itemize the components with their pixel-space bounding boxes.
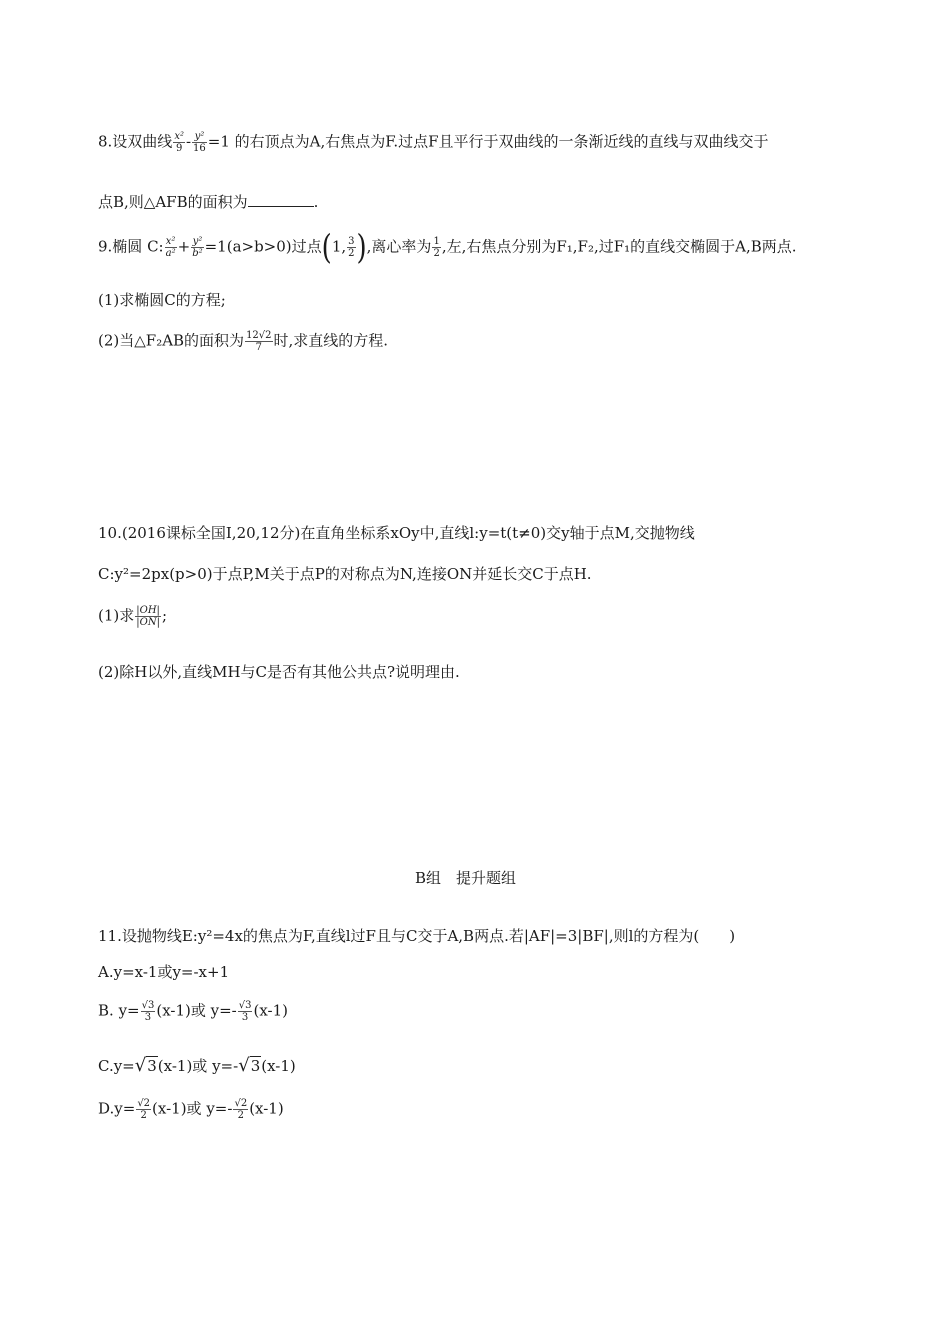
q8-end: . — [313, 193, 319, 211]
q9-prefix: 9.椭圆 C: — [98, 237, 164, 256]
q9-cond: =1(a>b>0)过点 — [204, 237, 322, 256]
q11-optb-mid: (x-1)或 y=- — [156, 1001, 237, 1020]
q9-area-num: 12√2 — [246, 330, 272, 341]
q9-pt-den: 2 — [348, 248, 355, 259]
q11-optc-sqrt2: √3 — [238, 1055, 261, 1076]
q9-f2-num: y² — [192, 236, 203, 247]
q9-left-paren: ( — [321, 228, 332, 267]
q9-point-x: 1, — [331, 237, 347, 256]
q10-part1-suffix: ; — [161, 606, 167, 625]
q11-optc-prefix: C.y= — [98, 1057, 135, 1075]
q11-optb-frac2 — [238, 1000, 253, 1023]
q9-rest: ,左,右焦点分别为F₁,F₂,过F₁的直线交椭圆于A,B两点. — [441, 237, 797, 256]
q11-optb-tail: (x-1) — [253, 1001, 288, 1020]
answer-blank[interactable] — [248, 192, 314, 207]
q10-ratio-den: |ON| — [136, 617, 160, 628]
q11-option-d[interactable] — [98, 1098, 284, 1121]
q9-ecc-frac — [432, 236, 440, 259]
q11-optd-num2: √2 — [234, 1098, 248, 1109]
q10-line2: C:y²=2px(p>0)于点P,M关于点P的对称点为N,连接ON并延长交C于点H. — [98, 565, 592, 583]
q9-ecc-num: 1 — [433, 236, 440, 247]
q11-option-b[interactable] — [98, 1000, 288, 1023]
q9-right-paren: ) — [356, 228, 367, 267]
q10-part1-prefix: (1)求 — [98, 606, 135, 625]
q8-frac-y — [192, 131, 207, 154]
q8-frac-x — [173, 131, 185, 154]
q11-optd-num1: √2 — [137, 1098, 151, 1109]
q8-frac2-den: 16 — [193, 143, 206, 154]
q9-part1: (1)求椭圆C的方程; — [98, 291, 226, 309]
q11-stem: 11.设抛物线E:y²=4x的焦点为F,直线l过F且与C交于A,B两点.若|AF|=3|BF|,则l的方程为( ) — [98, 927, 736, 945]
q10-part1 — [98, 605, 167, 628]
q11-optc-tail: (x-1) — [261, 1057, 296, 1075]
q11-optc-sqrt1: √3 — [134, 1055, 157, 1076]
q9-frac-y — [191, 236, 203, 259]
q9-line1 — [98, 228, 797, 267]
q11-optd-frac2 — [233, 1098, 248, 1121]
q9-area-den: 7 — [255, 342, 262, 353]
q11-optd-den1: 2 — [140, 1110, 147, 1121]
q8-frac1-den: 9 — [175, 143, 183, 154]
q11-optb-frac1 — [141, 1000, 156, 1023]
q8-line2-text: 点B,则△AFB的面积为 — [98, 193, 248, 211]
q8-line2 — [98, 192, 318, 212]
q9-ecc-den: 2 — [433, 248, 440, 259]
q8-line1 — [98, 131, 769, 154]
q11-optd-frac1 — [136, 1098, 151, 1121]
q11-optb-den2: 3 — [241, 1012, 249, 1023]
q10-line1: 10.(2016课标全国Ⅰ,20,12分)在直角坐标系xOy中,直线l:y=t(t≠0)交y轴于点M,交抛物线 — [98, 524, 695, 542]
q9-f1-den: a² — [165, 248, 176, 259]
q9-area-frac — [245, 330, 272, 353]
q9-part2-prefix: (2)当△F₂AB的面积为 — [98, 331, 245, 350]
section-title: B组 提升题组 — [415, 869, 517, 887]
q8-prefix: 8.设双曲线 — [98, 132, 173, 151]
q9-part2-suffix: 时,求直线的方程. — [273, 331, 389, 350]
q9-f2-den: b² — [192, 248, 203, 259]
q11-optb-label: B. — [98, 1001, 114, 1020]
q9-part2 — [98, 330, 388, 353]
q9-ecc-text: ,离心率为 — [366, 237, 432, 256]
q11-option-a[interactable]: A.y=x-1或y=-x+1 — [98, 963, 230, 981]
q11-optd-tail: (x-1) — [249, 1099, 284, 1118]
q9-pt-num: 3 — [348, 236, 355, 247]
q11-optb-y1: y= — [113, 1001, 140, 1020]
q11-optc-mid: (x-1)或 y=- — [157, 1057, 239, 1075]
q11-optb-num1: √3 — [141, 1000, 155, 1011]
q9-plus: + — [177, 237, 191, 256]
q11-optd-den2: 2 — [237, 1110, 244, 1121]
q11-optb-den1: 3 — [144, 1012, 152, 1023]
q8-frac1-num: x² — [174, 131, 184, 142]
q11-optc-rad1: 3 — [147, 1057, 157, 1075]
q10-part2: (2)除H以外,直线MH与C是否有其他公共点?说明理由. — [98, 663, 460, 681]
q8-minus: - — [185, 132, 192, 151]
q11-optd-mid: (x-1)或 y=- — [152, 1099, 233, 1118]
q9-frac-x — [165, 236, 177, 259]
q9-point-frac — [347, 236, 355, 259]
q11-optc-rad2: 3 — [250, 1057, 261, 1075]
q11-option-c[interactable] — [98, 1056, 296, 1076]
q9-f1-num: x² — [165, 236, 176, 247]
q8-mid: =1 的右顶点为A,右焦点为F.过点F且平行于双曲线的一条渐近线的直线与双曲线交于 — [207, 132, 769, 151]
q10-ratio-frac — [135, 605, 161, 628]
q10-ratio-num: |OH| — [136, 605, 160, 616]
q8-frac2-num: y² — [194, 131, 205, 142]
q11-optd-prefix: D.y= — [98, 1099, 136, 1118]
q11-optb-num2: √3 — [238, 1000, 252, 1011]
